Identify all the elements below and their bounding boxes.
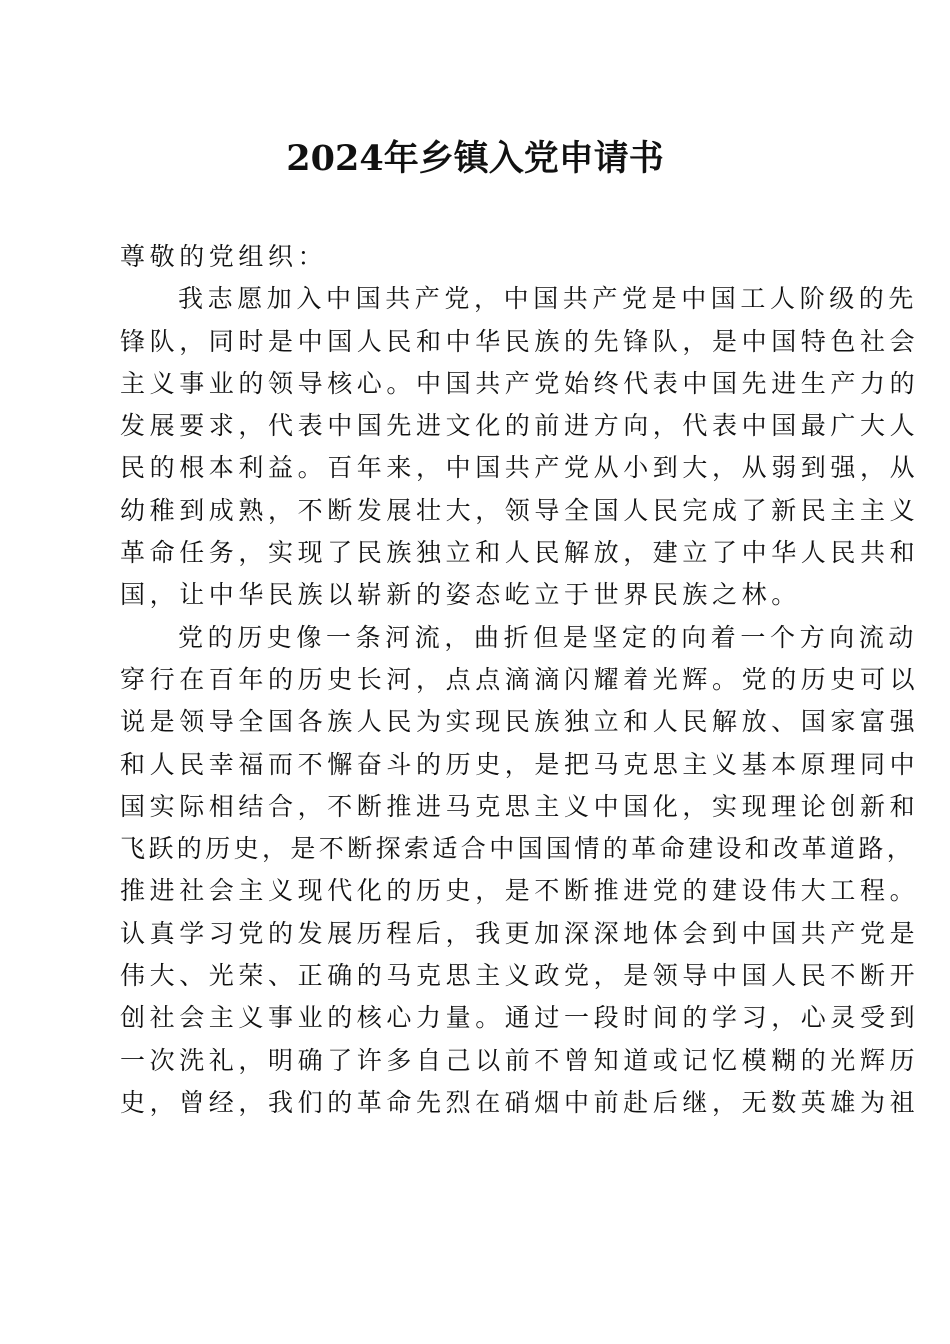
- paragraph-line: 史，曾经，我们的革命先烈在硝烟中前赴后继，无数英雄为祖: [120, 1087, 920, 1117]
- paragraph-line: 锋队，同时是中国人民和中华民族的先锋队，是中国特色社会: [120, 326, 920, 356]
- salutation: 尊敬的党组织：: [120, 242, 328, 271]
- paragraph-line: 发展要求，代表中国先进文化的前进方向，代表中国最广大人: [120, 411, 920, 441]
- paragraph-line: 一次洗礼，明确了许多自己以前不曾知道或记忆模糊的光辉历: [120, 1045, 920, 1075]
- document-title: 2024年乡镇入党申请书: [286, 138, 664, 179]
- document-body: [120, 236, 920, 1124]
- paragraph-line: 革命任务，实现了民族独立和人民解放，建立了中华人民共和: [120, 538, 920, 568]
- paragraph-line: 国实际相结合，不断推进马克思主义中国化，实现理论创新和: [120, 791, 920, 821]
- paragraph-2: [120, 617, 920, 1125]
- paragraph-line: 我志愿加入中国共产党，中国共产党是中国工人阶级的先: [178, 284, 919, 314]
- paragraph-line: 穿行在百年的历史长河，点点滴滴闪耀着光辉。党的历史可以: [120, 664, 920, 694]
- paragraph-line: 说是领导全国各族人民为实现民族独立和人民解放、国家富强: [120, 707, 920, 737]
- paragraph-line: 民的根本利益。百年来，中国共产党从小到大，从弱到强，从: [120, 453, 920, 483]
- paragraph-line: 伟大、光荣、正确的马克思主义政党，是领导中国人民不断开: [120, 961, 920, 991]
- paragraph-line: 推进社会主义现代化的历史，是不断推进党的建设伟大工程。: [120, 876, 920, 906]
- paragraph-line: 和人民幸福而不懈奋斗的历史，是把马克思主义基本原理同中: [120, 749, 920, 779]
- paragraph-line: 认真学习党的发展历程后，我更加深深地体会到中国共产党是: [120, 918, 920, 948]
- paragraph-line: 飞跃的历史，是不断探索适合中国国情的革命建设和改革道路，: [120, 834, 916, 864]
- paragraph-1: [120, 278, 920, 616]
- paragraph-line: 国，让中华民族以崭新的姿态屹立于世界民族之林。: [120, 580, 801, 610]
- paragraph-line: 创社会主义事业的核心力量。通过一段时间的学习，心灵受到: [120, 1003, 920, 1033]
- paragraph-line: 主义事业的领导核心。中国共产党始终代表中国先进生产力的: [120, 368, 920, 398]
- paragraph-line: 党的历史像一条河流，曲折但是坚定的向着一个方向流动: [178, 622, 919, 652]
- paragraph-line: 幼稚到成熟，不断发展壮大，领导全国人民完成了新民主主义: [120, 495, 920, 525]
